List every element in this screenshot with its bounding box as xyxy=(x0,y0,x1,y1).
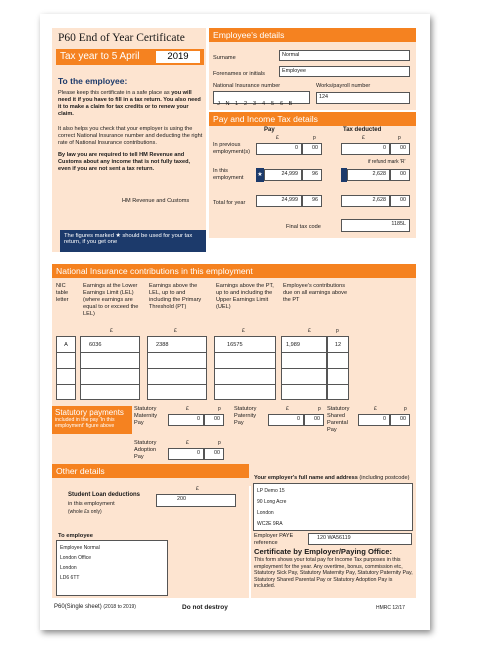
p60-form xyxy=(46,20,424,624)
forenames-field: Employee xyxy=(279,66,410,77)
law-paragraph xyxy=(58,152,204,173)
total-tax-pence: 00 xyxy=(390,195,410,207)
ni-empty-cell xyxy=(328,353,348,369)
nino-char: 4 xyxy=(261,101,266,107)
ni-pound-sign: £ xyxy=(174,328,177,334)
pay-column-label: Pay xyxy=(264,127,275,133)
total-tax-pounds: 2,628 xyxy=(341,195,390,207)
employee-address-line: LD6 6TT xyxy=(60,575,80,581)
ni-pt-column xyxy=(147,336,207,400)
ni-uel-column xyxy=(214,336,276,400)
ni-empty-cell xyxy=(215,369,275,385)
spp-pound-sign: £ xyxy=(286,406,289,412)
smp-pence-label: p xyxy=(218,406,221,412)
smp-label: Statutory Maternity Pay xyxy=(134,406,158,426)
ni-empty-cell xyxy=(57,369,75,385)
ni-letter-value: A xyxy=(57,337,75,353)
shpp-label: Statutory Shared Parental Pay xyxy=(327,406,350,433)
para1-text: Please keep this certificate in a safe place as xyxy=(58,90,172,96)
pay-tax-header: Pay and Income Tax details xyxy=(209,112,416,126)
figures-note: The figures marked ★ should be used for your tax return, if you get one xyxy=(60,230,206,252)
spp-pounds: 0 xyxy=(268,414,304,426)
statutory-header-box xyxy=(52,406,132,434)
to-employee-label: To employee xyxy=(58,533,94,539)
employer-label-rest: (including postcode) xyxy=(357,475,410,481)
pay-pound-sign: £ xyxy=(276,135,279,141)
certificate-text: This form shows your total pay for Income Tax purposes in this employment for the year. Any overtime, bonus, commission etc, Statutory Sick Pay, Statutory Maternity Pay, Statutory Paternity Pay, Statutory Shared Parental Pay or Statutory Adoption Pay is included. xyxy=(254,557,413,590)
ni-empty-cell xyxy=(148,369,206,385)
ni-empty-cell xyxy=(81,369,139,385)
sap-pounds: 0 xyxy=(168,448,204,460)
payroll-label: Works/payroll number xyxy=(316,83,371,89)
ni-pence-label: p xyxy=(336,328,339,334)
footer-form-sheet: (Single sheet) xyxy=(64,604,102,610)
ni-empty-cell xyxy=(215,353,275,369)
check-paragraph: It also helps you check that your employer is using the correct National Insurance number and deducting the right rate of National Insurance contributions. xyxy=(58,126,203,146)
to-employee-heading: To the employee: xyxy=(58,76,128,86)
this-pay-pence: 96 xyxy=(302,169,322,181)
para3-bold-text: HM Revenue and Customs about any income that is not fully taxed, even if you are not sent a tax return. xyxy=(58,152,191,172)
employee-address-line: Employee Normal xyxy=(60,545,100,551)
footer-form-code: P60 xyxy=(54,604,65,610)
ni-empty-cell xyxy=(148,353,206,369)
smp-pound-sign: £ xyxy=(186,406,189,412)
employee-details-header: Employee's details xyxy=(209,28,416,42)
ni-col-uel: Earnings above the PT, up to and including the Upper Earnings Limit (UEL) xyxy=(216,283,274,310)
forenames-label: Forenames or initials xyxy=(213,71,265,77)
pay-pence-label: p xyxy=(313,135,316,141)
employee-address-line: London xyxy=(60,565,77,571)
spp-label: Statutory Paternity Pay xyxy=(234,406,257,426)
paye-reference-label: Employer PAYE reference xyxy=(254,533,294,546)
para3-text: By law you are required to tell xyxy=(58,152,140,158)
nino-char: 1 xyxy=(234,101,239,107)
ni-col-lel: Earnings at the Lower Earnings Limit (LEL) (where earnings are equal to or exceed the LEL) xyxy=(83,283,139,317)
spp-pence: 00 xyxy=(304,414,324,426)
this-tax-pounds: 2,628 xyxy=(347,169,390,181)
ni-col-letter: NIC table letter xyxy=(56,283,69,303)
student-loan-pound-sign: £ xyxy=(196,486,199,492)
tax-year-value: 2019 xyxy=(156,51,200,63)
student-loan-field: 200 xyxy=(156,494,236,507)
form-version: HMRC 12/17 xyxy=(376,605,405,611)
final-tax-code-label: Final tax code xyxy=(286,224,321,230)
keep-safe-paragraph xyxy=(58,90,204,118)
this-tax-pence: 00 xyxy=(390,169,410,181)
footer-form-year: (2018 to 2019) xyxy=(103,604,136,610)
total-for-year-label: Total for year xyxy=(213,200,246,206)
surname-field: Normal xyxy=(279,50,410,61)
employer-address-box xyxy=(253,483,413,531)
previous-tax-pence: 00 xyxy=(390,143,410,155)
ni-empty-cell xyxy=(282,353,326,369)
ni-letter-column xyxy=(56,336,76,400)
total-pay-pence: 96 xyxy=(302,195,322,207)
previous-tax-pounds: 0 xyxy=(341,143,390,155)
nino-char: B xyxy=(288,101,293,107)
do-not-destroy: Do not destroy xyxy=(182,604,228,611)
hmrc-signature: HM Revenue and Customs xyxy=(122,198,190,204)
previous-pay-pounds: 0 xyxy=(256,143,302,155)
employer-label-bold: Your employer's full name and address xyxy=(254,475,358,481)
this-pay-pounds: 24,999 xyxy=(264,169,302,181)
employee-address-line: London Office xyxy=(60,555,92,561)
certificate-title: Certificate by Employer/Paying Office: xyxy=(254,547,392,556)
ni-header: National Insurance contributions in this employment xyxy=(52,264,416,278)
ni-empty-cell xyxy=(81,353,139,369)
student-loan-note: (whole £s only) xyxy=(68,509,102,515)
employer-name-label xyxy=(254,475,414,482)
nino-char: 6 xyxy=(279,101,284,107)
ni-empty-cell xyxy=(282,369,326,385)
ni-uel-value: 16575 xyxy=(215,337,275,353)
nino-field xyxy=(213,91,310,107)
sap-label: Statutory Adoption Pay xyxy=(134,440,157,460)
ni-lel-column xyxy=(80,336,140,400)
form-title: P60 End of Year Certificate xyxy=(58,32,185,44)
previous-pay-pence: 00 xyxy=(302,143,322,155)
smp-pence: 00 xyxy=(204,414,224,426)
statutory-subheader: included in the pay 'In this employment' figure above xyxy=(55,417,115,430)
ni-empty-cell xyxy=(328,369,348,385)
student-loan-label: Student Loan deductions xyxy=(68,492,140,498)
employer-address-line: WC2E 9RA xyxy=(257,521,283,527)
student-loan-sublabel: in this employment xyxy=(68,501,115,507)
this-employment-label: In this employment xyxy=(213,168,244,181)
tax-pence-label: p xyxy=(398,135,401,141)
ni-contrib-pence: 12 xyxy=(328,337,348,353)
previous-employment-label: In previous employment(s) xyxy=(213,142,250,155)
ni-empty-cell xyxy=(57,353,75,369)
ni-pound-sign: £ xyxy=(242,328,245,334)
sap-pence-label: p xyxy=(218,440,221,446)
ni-contrib-pence-column xyxy=(327,336,349,400)
smp-pounds: 0 xyxy=(168,414,204,426)
employer-address-line: LP Demo 15 xyxy=(257,488,285,494)
statutory-header: Statutory payments xyxy=(55,408,124,417)
ni-pt-value: 2388 xyxy=(148,337,206,353)
ni-lel-value: 6036 xyxy=(81,337,139,353)
employee-address-box xyxy=(56,540,168,596)
sap-pence: 00 xyxy=(204,448,224,460)
nino-char: J xyxy=(217,101,220,107)
ni-contrib-column xyxy=(281,336,327,400)
ni-pound-sign: £ xyxy=(308,328,311,334)
ni-pound-sign: £ xyxy=(110,328,113,334)
ni-col-contrib: Employee's contributions due on all earnings above the PT xyxy=(283,283,348,303)
refund-note: if refund mark 'R' xyxy=(368,159,406,165)
total-pay-pounds: 24,999 xyxy=(256,195,302,207)
shpp-pound-sign: £ xyxy=(374,406,377,412)
footer-form-id xyxy=(54,604,136,610)
shpp-pence: 00 xyxy=(390,414,410,426)
employer-address-line: 90 Long Acre xyxy=(257,499,287,505)
star-marker-icon: ★ xyxy=(256,168,264,182)
nino-char: N xyxy=(225,101,230,107)
nino-label: National Insurance number xyxy=(213,83,281,89)
para1-bold-text: you will need it if you have to fill in a tax return. You also need it to make a claim for tax credits or to renew your claim. xyxy=(58,90,201,117)
nino-char: 2 xyxy=(243,101,248,107)
tax-column-label: Tax deducted xyxy=(343,127,382,133)
ni-col-pt: Earnings above the LEL, up to and including the Primary Threshold (PT) xyxy=(149,283,202,310)
tax-pound-sign: £ xyxy=(362,135,365,141)
shpp-pounds: 0 xyxy=(358,414,390,426)
final-tax-code-field: 1185L xyxy=(341,219,410,232)
surname-label: Surname xyxy=(213,55,236,61)
sap-pound-sign: £ xyxy=(186,440,189,446)
employer-address-line: London xyxy=(257,510,274,516)
payroll-field: 124 xyxy=(316,92,410,104)
nino-char: 3 xyxy=(252,101,257,107)
tax-year-label: Tax year to 5 April xyxy=(60,51,140,62)
spp-pence-label: p xyxy=(318,406,321,412)
paye-reference-field: 120 WA56119 xyxy=(308,533,412,545)
ni-contrib-pounds: 1,989 xyxy=(282,337,326,353)
shpp-pence-label: p xyxy=(404,406,407,412)
nino-char: 5 xyxy=(270,101,275,107)
other-details-header: Other details xyxy=(52,464,249,478)
